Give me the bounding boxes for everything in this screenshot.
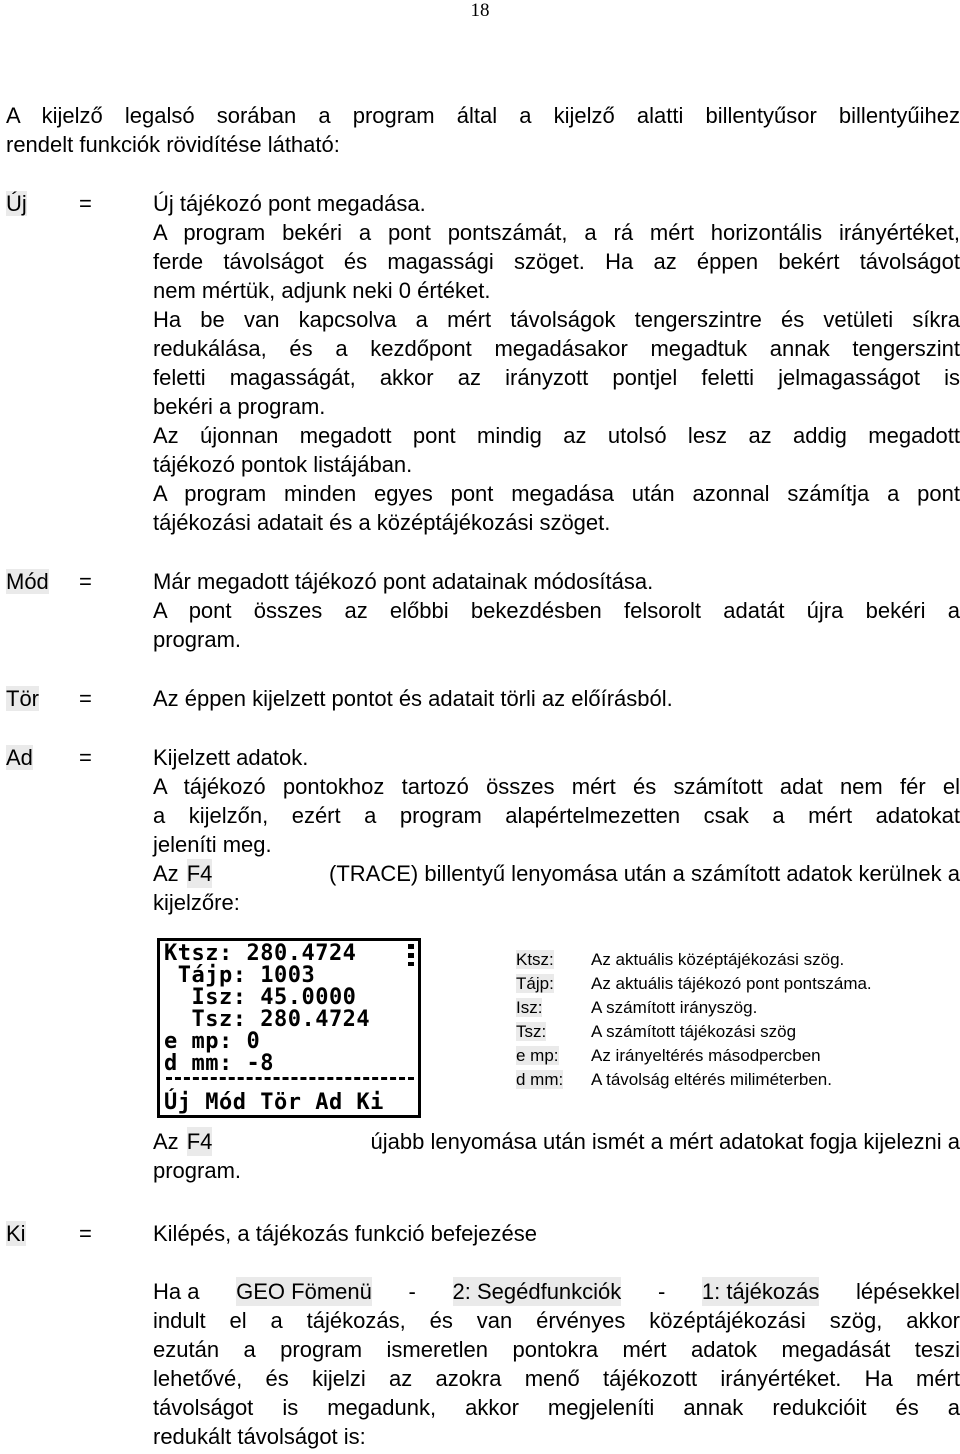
uj-line: feletti magasságát, akkor az irányzott pontjel feletti jelmagasságot is: [153, 365, 960, 390]
page-number: 18: [470, 0, 490, 21]
legend-abbr: e mp:: [516, 1046, 559, 1065]
legend-abbr: Ktsz:: [516, 950, 554, 969]
final-line: ezután a program ismeretlen pontokra mért adatok megadását teszi: [153, 1337, 960, 1362]
uj-line: Az újonnan megadott pont mindig az utolsó lesz az addig megadott: [153, 423, 960, 448]
menu-path-tajekozas: 1: tájékozás: [701, 1279, 820, 1304]
ad-f4-line: [153, 859, 960, 888]
display-line: Isz: 45.0000: [164, 985, 357, 1010]
display-softkeys: Új Mód Tör Ad Ki: [164, 1090, 384, 1115]
uj-line: A program minden egyes pont megadása után azonnal számítja a pont: [153, 481, 960, 506]
display-line: Ktsz: 280.4724: [164, 941, 357, 966]
ad-line: a kijelzőn, ezért a program alapértelmezetten csak a mért adatokat: [153, 803, 960, 828]
display-line: e mp: 0: [164, 1029, 261, 1054]
display-line: d mm: -8: [164, 1051, 274, 1076]
ad-line: A tájékozó pontokhoz tartozó összes mért és számított adat nem fér el: [153, 774, 960, 799]
legend-desc: A távolság eltérés miliméterben.: [591, 1070, 832, 1089]
legend-abbr: d mm:: [516, 1070, 564, 1089]
equals-sign: =: [79, 745, 92, 770]
final-text: Ha a: [153, 1279, 200, 1304]
intro-line-2: rendelt funkciók rövidítése látható:: [6, 132, 340, 157]
equals-sign: =: [79, 686, 92, 711]
final-line: indult el a tájékozás, és van érvényes középtájékozási szög, akkor: [153, 1308, 960, 1333]
uj-line: tájékozó pontok listájában.: [153, 452, 413, 477]
legend-abbr: Isz:: [516, 998, 543, 1017]
final-text: lépésekkel: [855, 1279, 960, 1304]
legend-abbr: Tsz:: [516, 1022, 547, 1041]
final-line: lehetővé, és kijelzi az azokra menő tájékozott irányértéket. Ha mért: [153, 1366, 960, 1391]
final-line: távolságot is megadunk, akkor megjeleníti annak redukcióit és a: [153, 1395, 960, 1420]
ad-f4-pre: Az: [153, 861, 179, 886]
legend-desc: Az irányeltérés másodpercben: [591, 1046, 821, 1065]
display-separator: [166, 1077, 414, 1080]
legend-desc: Az aktuális középtájékozási szög.: [591, 950, 845, 969]
legend-desc: A számított irányszög.: [591, 998, 758, 1017]
display-line: Tájp: 1003: [164, 963, 316, 988]
term-mod: Mód: [6, 569, 49, 594]
uj-line: tájékozási adatait és a középtájékozási szöget.: [153, 510, 611, 535]
ad-after-post: újabb lenyomása után ismét a mért adatokat fogja kijelezni a: [370, 1129, 960, 1154]
ad-line: jeleníti meg.: [153, 832, 272, 857]
final-text: -: [408, 1279, 416, 1304]
menu-path-segedfunkciok: 2: Segédfunkciók: [452, 1279, 622, 1304]
ad-line: Kijelzett adatok.: [153, 745, 309, 770]
equals-sign: =: [79, 191, 92, 216]
f4-key: F4: [186, 861, 213, 886]
legend-abbr: Tájp:: [516, 974, 554, 993]
calculator-display: [157, 938, 421, 1118]
ad-after-pre: Az: [153, 1129, 179, 1154]
final-text: -: [657, 1279, 666, 1304]
term-uj: Új: [6, 191, 27, 216]
mod-line: A pont összes az előbbi bekezdésben felsorolt adatát újra bekéri a: [153, 598, 960, 623]
f4-key: F4: [186, 1129, 213, 1154]
final-line-1: [153, 1277, 960, 1306]
uj-line: Ha be van kapcsolva a mért távolságok tengerszintre és vetületi síkra: [153, 307, 960, 332]
term-tor: Tör: [6, 686, 39, 711]
term-ki: Ki: [6, 1221, 26, 1246]
display-scroll-indicator: [408, 944, 414, 966]
tor-line: Az éppen kijelzett pontot és adatait törli az előírásból.: [153, 686, 673, 711]
menu-path-geo: GEO Fömenü: [236, 1279, 372, 1304]
uj-line: nem mértük, adjunk neki 0 értéket.: [153, 278, 491, 303]
uj-line: Új tájékozó pont megadása.: [153, 191, 426, 216]
display-line: Tsz: 280.4724: [164, 1007, 371, 1032]
ad-line: program.: [153, 1158, 242, 1183]
legend-desc: A számított tájékozási szög: [591, 1022, 797, 1041]
term-ad: Ad: [6, 745, 33, 770]
ad-line: kijelzőre:: [153, 890, 240, 915]
uj-line: bekéri a program.: [153, 394, 326, 419]
mod-line: program.: [153, 627, 242, 652]
mod-line: Már megadott tájékozó pont adatainak módosítása.: [153, 569, 654, 594]
ki-line: Kilépés, a tájékozás funkció befejezése: [153, 1221, 538, 1246]
uj-line: redukálása, és a kezdőpont megadásakor megadtuk annak tengerszint: [153, 336, 960, 361]
equals-sign: =: [79, 1221, 92, 1246]
intro-line-1: A kijelző legalsó sorában a program által a kijelző alatti billentyűsor billentyűihez: [6, 103, 960, 128]
uj-line: ferde távolságot és magassági szöget. Ha az éppen bekért távolságot: [153, 249, 960, 274]
ad-after-line: [153, 1127, 960, 1156]
equals-sign: =: [79, 569, 92, 594]
uj-line: A program bekéri a pont pontszámát, a rá mért horizontális irányértéket,: [153, 220, 960, 245]
ad-f4-post: (TRACE) billentyű lenyomása után a számított adatok kerülnek a: [329, 861, 960, 886]
legend-desc: Az aktuális tájékozó pont pontszáma.: [591, 974, 872, 993]
final-line: redukált távolságot is:: [153, 1424, 366, 1449]
